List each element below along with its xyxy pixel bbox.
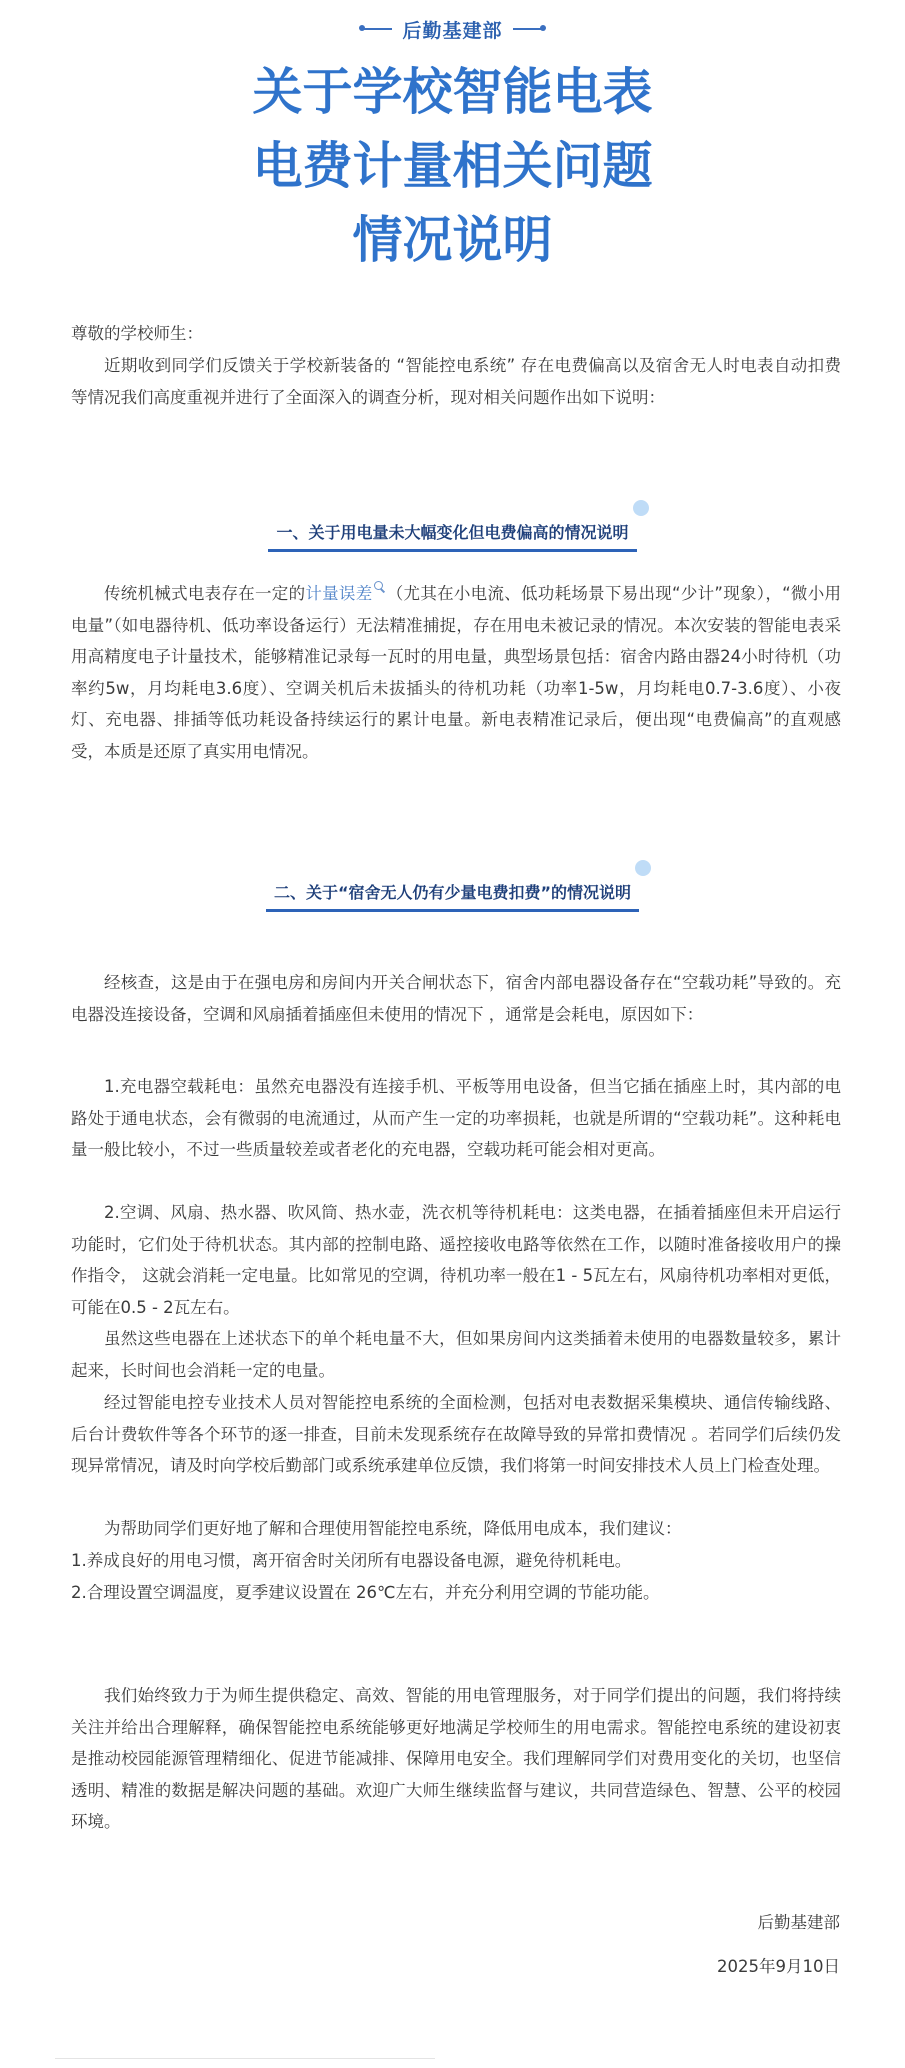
signature: 后勤基建部: [757, 1913, 840, 1932]
closing-paragraph: 我们始终致力于为师生提供稳定、高效、智能的用电管理服务，对于同学们提出的问题，我们将持续关注并给出合理解释，确保智能控电系统能够更好地满足学校师生的用电需求。智能控电系统的建设初衷是推动校园能源管理精细化、促进节能减排、保障用电安全。我们理解同学们对费用变化的关切，也坚信透明、精准的数据是解决问题的基础。欢迎广大师生继续监督与建议，共同营造绿色、智慧、公平的校园环境。: [71, 1686, 841, 1831]
section-1-heading: [0, 520, 905, 552]
section-2-heading-text: 二、关于“宿舍无人仍有少量电费扣费”的情况说明: [273, 883, 632, 902]
department-tag: [0, 14, 905, 44]
section-1-text-a: 传统机械式电表存在一定的: [104, 584, 306, 603]
search-icon[interactable]: [374, 581, 386, 593]
section-1-text-b: （尤其在小电流、低功耗场景下易出现“少计”现象），“微小用电量”（如电器待机、低功率设备运行）无法精准捕捉，存在用电未被记录的情况。本次安装的智能电表采用高精度电子计量技术，能够精准记录每一瓦时的用电量，典型场景包括：宿舍内路由器24小时待机（功率约5w，月均耗电3.6度）、空调关机后未拔插头的待机功耗（功率1-5w，月均耗电0.7-3.6度）、小夜灯、充电器、排插等低功耗设备持续运行的累计电量。新电表精准记录后，便出现“电费偏高”的直观感受，本质是还原了真实用电情况。: [71, 584, 841, 761]
salutation: 尊敬的学校师生：: [71, 324, 203, 343]
decor-dot: [633, 500, 649, 516]
title-line-2: 电费计量相关问题: [252, 137, 653, 195]
suggestion-item: 2.合理设置空调温度，夏季建议设置在 26℃左右，并充分利用空调的节能功能。: [71, 1583, 660, 1602]
department-name: 后勤基建部: [402, 19, 503, 42]
decor-dot: [635, 860, 651, 876]
section-2-paragraph-3: 2.空调、风扇、热水器、吹风筒、热水壶，洗衣机等待机耗电：这类电器，在插着插座但未开启运行功能时，它们处于待机状态。其内部的控制电路、遥控接收电路等依然在工作，以随时准备接收用户的操作指令， 这就会消耗一定电量。比如常见的空调，待机功率一般在1 - 5瓦左右，风扇待机功率相对更低，可能在0.5 - 2瓦左右。: [71, 1203, 841, 1317]
section-2-paragraph-1: 经核查，这是由于在强电房和房间内开关合闸状态下，宿舍内部电器设备存在“空载功耗”导致的。充电器没连接设备，空调和风扇插着插座但未使用的情况下 ，通常是会耗电，原因如下：: [71, 973, 841, 1024]
intro-paragraph: 近期收到同学们反馈关于学校新装备的 “智能控电系统” 存在电费偏高以及宿舍无人时电表自动扣费等情况我们高度重视并进行了全面深入的调查分析，现对相关问题作出如下说明：: [71, 356, 841, 407]
section-2-paragraph-4: 虽然这些电器在上述状态下的单个耗电量不大，但如果房间内这类插着未使用的电器数量较多，累计起来，长时间也会消耗一定的电量。: [71, 1329, 841, 1380]
section-2-paragraph-5: 经过智能电控专业技术人员对智能控电系统的全面检测，包括对电表数据采集模块、通信传输线路、后台计费软件等各个环节的逐一排查，目前未发现系统存在故障导致的异常扣费情况 。若同学们后续仍发现异常情况，请及时向学校后勤部门或系统承建单位反馈，我们将第一时间安排技术人员上门检查处理。: [71, 1393, 841, 1475]
title-line-1: 关于学校智能电表: [252, 63, 653, 121]
decor-line-left: [362, 28, 392, 30]
section-2-paragraph-6: 为帮助同学们更好地了解和合理使用智能控电系统，降低用电成本，我们建议：: [104, 1519, 682, 1538]
date: 2025年9月10日: [717, 1957, 840, 1976]
section-1-heading-text: 一、关于用电量未大幅变化但电费偏高的情况说明: [276, 523, 629, 542]
title-line-3: 情况说明: [352, 211, 553, 269]
section-2-paragraph-2: 1.充电器空载耗电：虽然充电器没有连接手机、平板等用电设备，但当它插在插座上时，其内部的电路处于通电状态，会有微弱的电流通过，从而产生一定的功率损耗，也就是所谓的“空载功耗”。这种耗电量一般比较小，不过一些质量较差或者老化的充电器，空载功耗可能会相对更高。: [71, 1077, 841, 1159]
measurement-error-link[interactable]: 计量误差: [305, 584, 373, 603]
decor-line-right: [513, 28, 543, 30]
section-2-heading: [0, 880, 905, 912]
divider: [55, 2058, 435, 2059]
section-1-paragraph: [71, 578, 841, 767]
suggestion-item: 1.养成良好的用电习惯，离开宿舍时关闭所有电器设备电源，避免待机耗电。: [71, 1551, 632, 1570]
